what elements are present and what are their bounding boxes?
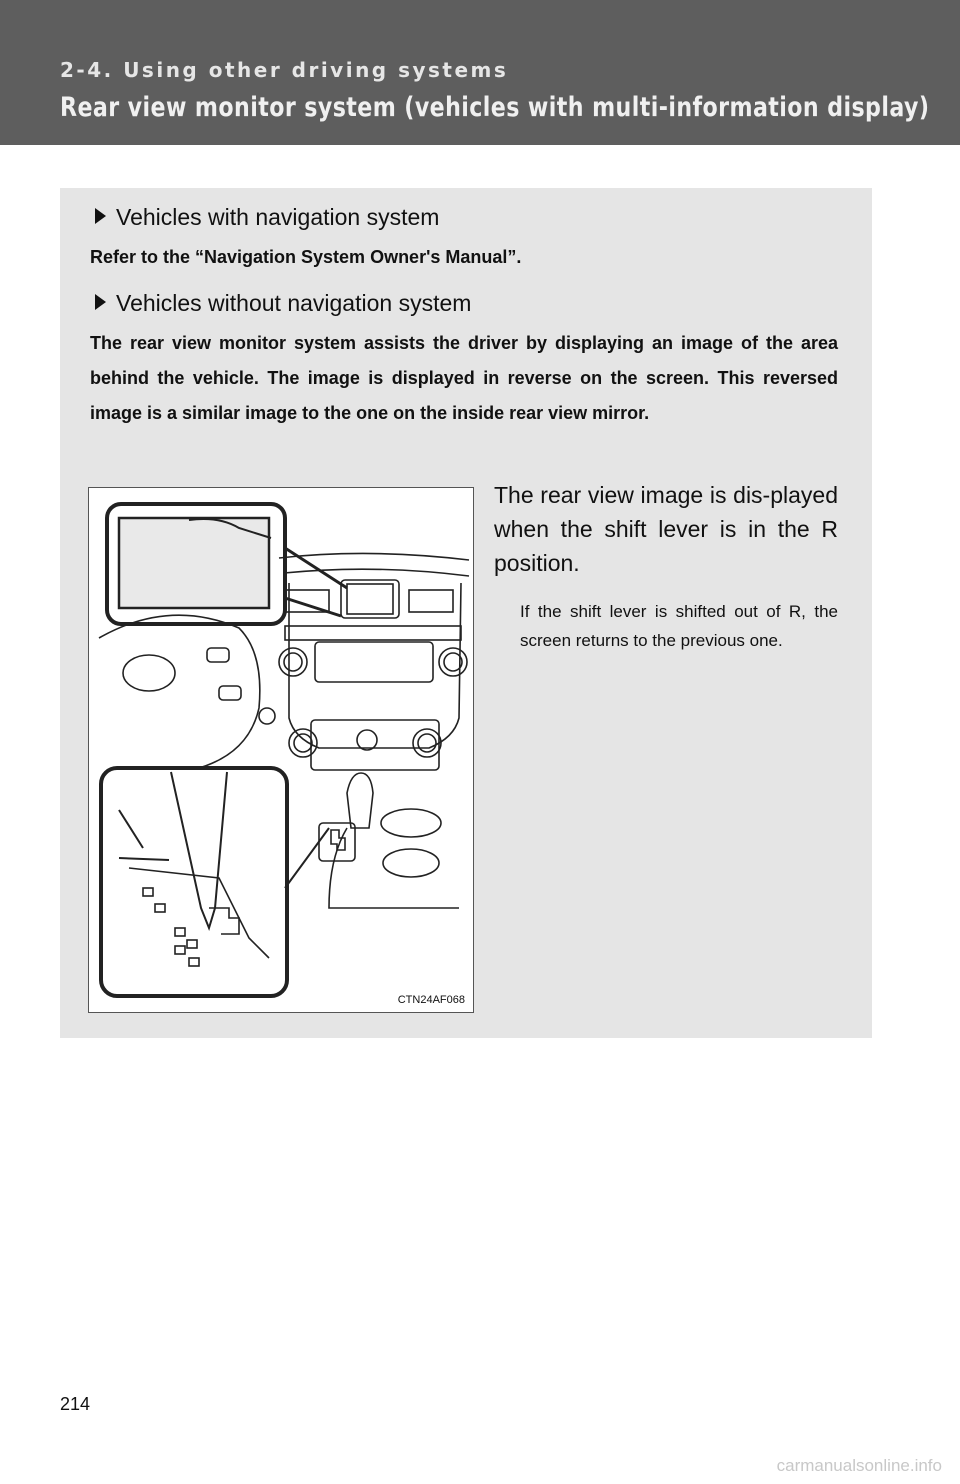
rear-view-description: The rear view image is dis-played when the shift lever is in the R position. bbox=[494, 482, 838, 576]
triangle-bullet-icon bbox=[95, 294, 106, 310]
watermark: carmanualsonline.info bbox=[776, 1456, 942, 1475]
section-label: 2-4. Using other driving systems bbox=[60, 58, 509, 82]
nav-system-heading: Vehicles with navigation system bbox=[95, 204, 439, 231]
page-title: Rear view monitor system (vehicles with multi-information display) bbox=[60, 92, 930, 123]
triangle-bullet-icon bbox=[95, 208, 106, 224]
dashboard-illustration bbox=[88, 487, 474, 1013]
no-nav-system-heading: Vehicles without navigation system bbox=[95, 290, 471, 317]
dashboard-drawing bbox=[89, 488, 473, 1012]
nav-system-text: Refer to the “Navigation System Owner's Manual”. bbox=[90, 247, 522, 267]
figure-code: CTN24AF068 bbox=[397, 994, 465, 1006]
page-header bbox=[0, 0, 960, 145]
no-nav-system-text: The rear view monitor system assists the driver by displaying an image of the area behind the vehicle. The image is displayed in reverse on the screen. This reversed image is a similar image to the one on the inside rear view mirror. bbox=[90, 333, 838, 423]
rear-view-note: If the shift lever is shifted out of R, the screen returns to the previous one. bbox=[520, 602, 838, 650]
page-number: 214 bbox=[60, 1394, 91, 1414]
